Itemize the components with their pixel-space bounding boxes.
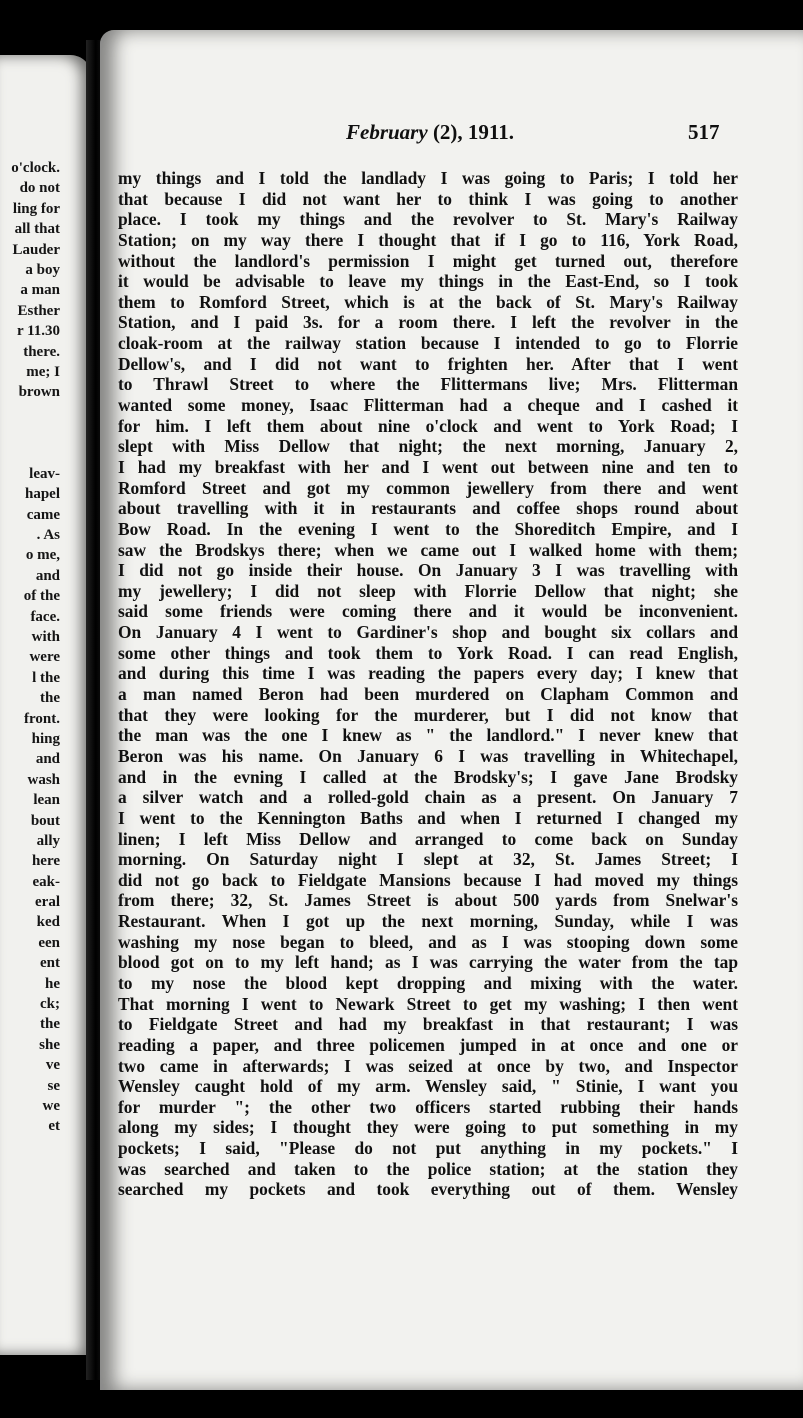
previous-page-line: hapel xyxy=(24,486,60,503)
previous-page-line: se xyxy=(47,1077,60,1094)
previous-page-line: me; I xyxy=(26,363,60,380)
previous-page-line: here xyxy=(31,853,60,870)
previous-page-line: . As xyxy=(36,527,60,544)
previous-page-line: ling for xyxy=(12,200,60,217)
text-line: Beron was his name. On January 6 I was travelling in Whitechapel, xyxy=(118,745,738,766)
text-line: a silver watch and a rolled-gold chain as a present. On January 7 xyxy=(118,787,738,808)
previous-page-line: ck; xyxy=(40,996,60,1013)
previous-page-line: he xyxy=(45,975,60,992)
text-line: linen; I left Miss Dellow and arranged to come back on Sunday xyxy=(118,828,738,849)
text-line: them to Romford Street, which is at the back of St. Mary's Railway xyxy=(118,291,738,312)
previous-page-line: o'clock. xyxy=(11,160,60,176)
previous-page-line: o me, xyxy=(25,547,60,564)
previous-page-line: of the xyxy=(23,588,60,605)
text-line: to Fieldgate Street and had my breakfast in that restaurant; I was xyxy=(118,1014,738,1035)
previous-page-line: hing xyxy=(31,730,60,747)
previous-page-line: wash xyxy=(27,771,60,788)
text-line: On January 4 I went to Gardiner's shop and bought six collars and xyxy=(118,622,738,643)
running-head-date: (2), 1911. xyxy=(427,120,515,144)
text-line: Station; on my way there I thought that if I go to 116, York Road, xyxy=(118,229,738,250)
text-line: said some friends were coming there and it would be inconvenient. xyxy=(118,601,738,622)
text-line: that because I did not want her to think I was going to another xyxy=(118,188,738,209)
previous-page-line: ally xyxy=(36,832,60,849)
previous-page-line: brown xyxy=(18,384,60,401)
text-line: to my nose the blood kept dropping and mixing with the water. xyxy=(118,972,738,993)
text-line: wanted some money, Isaac Flitterman had a cheque and I cashed it xyxy=(118,395,738,416)
text-line: from there; 32, St. James Street is about 500 yards from Snelwar's xyxy=(118,890,738,911)
text-line: two came in afterwards; I was seized at once by two, and Inspector xyxy=(118,1055,738,1076)
text-line: I did not go inside their house. On January 3 I was travelling with xyxy=(118,560,738,581)
text-line: to Thrawl Street to where the Flittermans live; Mrs. Flitterman xyxy=(118,374,738,395)
previous-page-line: and xyxy=(35,751,60,768)
previous-page-line: we xyxy=(42,1097,60,1114)
previous-page-line: ked xyxy=(36,914,60,931)
text-line: Romford Street and got my common jewellery from there and went xyxy=(118,477,738,498)
previous-page-line: front. xyxy=(24,710,60,727)
text-line: place. I took my things and the revolver to St. Mary's Railway xyxy=(118,209,738,230)
previous-page-line: eak- xyxy=(32,873,60,890)
previous-page-line: een xyxy=(38,934,60,951)
text-line: Dellow's, and I did not want to frighten her. After that I went xyxy=(118,353,738,374)
previous-page-line: bout xyxy=(30,812,60,829)
text-line: some other things and took them to York Road. I can read English, xyxy=(118,642,738,663)
text-line: my jewellery; I did not sleep with Florrie Dellow that night; she xyxy=(118,580,738,601)
text-line: pockets; I said, "Please do not put anything in my pockets." I xyxy=(118,1138,738,1159)
page-number: 517 xyxy=(688,120,720,144)
previous-page-line: Lauder xyxy=(12,241,60,258)
previous-page-line: the xyxy=(40,1016,60,1033)
previous-page-line: do not xyxy=(19,180,60,197)
previous-page-line: a boy xyxy=(25,261,60,278)
text-line: about travelling with it in restaurants and coffee shops round about xyxy=(118,498,738,519)
previous-page-text-fragments xyxy=(0,158,60,1137)
text-line: reading a paper, and three policemen jumped in at once and one or xyxy=(118,1034,738,1055)
previous-page-line: lean xyxy=(33,792,60,809)
text-line: for him. I left them about nine o'clock and went to York Road; I xyxy=(118,415,738,436)
text-line: Bow Road. In the evening I went to the Shoreditch Empire, and I xyxy=(118,518,738,539)
text-line: morning. On Saturday night I slept at 32, St. James Street; I xyxy=(118,849,738,870)
text-line: without the landlord's permission I might get turned out, therefore xyxy=(118,250,738,271)
running-head-month: February xyxy=(346,120,428,144)
text-line: Restaurant. When I got up the next morning, Sunday, while I was xyxy=(118,911,738,932)
previous-page-line: face. xyxy=(30,608,60,625)
previous-page-line xyxy=(0,443,60,463)
previous-page-line: there. xyxy=(23,343,60,360)
text-line: it would be advisable to leave my things in the East-End, so I took xyxy=(118,271,738,292)
text-line: for murder "; the other two officers started rubbing their hands xyxy=(118,1096,738,1117)
previous-page-line: with xyxy=(31,628,60,645)
text-line: Station, and I paid 3s. for a room there. I left the revolver in the xyxy=(118,312,738,333)
text-line: was searched and taken to the police station; at the station they xyxy=(118,1158,738,1179)
body-text xyxy=(118,168,738,1200)
previous-page-line: she xyxy=(39,1036,60,1053)
text-line: and during this time I was reading the papers every day; I knew that xyxy=(118,663,738,684)
text-line: that they were looking for the murderer, but I did not know that xyxy=(118,704,738,725)
text-line: washing my nose began to bleed, and as I was stooping down some xyxy=(118,931,738,952)
page-header xyxy=(100,120,803,150)
previous-page-line: a man xyxy=(20,282,60,299)
previous-page-line: et xyxy=(48,1118,60,1135)
previous-page-line: ent xyxy=(40,955,60,972)
previous-page-line: and xyxy=(35,567,60,584)
text-line: I had my breakfast with her and I went out between nine and ten to xyxy=(118,456,738,477)
text-line: cloak-room at the railway station because I intended to go to Florrie xyxy=(118,333,738,354)
previous-page-line xyxy=(0,403,60,423)
previous-page-line xyxy=(0,423,60,443)
text-line: the man was the one I knew as " the landlord." I never knew that xyxy=(118,725,738,746)
text-line: blood got on to my left hand; as I was carrying the water from the tap xyxy=(118,952,738,973)
text-line: did not go back to Fieldgate Mansions because I had moved my things xyxy=(118,869,738,890)
text-line: my things and I told the landlady I was going to Paris; I told her xyxy=(118,168,738,188)
text-line: slept with Miss Dellow that night; the next morning, January 2, xyxy=(118,436,738,457)
text-line: and in the evning I called at the Brodsky's; I gave Jane Brodsky xyxy=(118,766,738,787)
previous-page-line: were xyxy=(29,649,60,666)
text-line: saw the Brodskys there; when we came out I walked home with them; xyxy=(118,539,738,560)
text-line: Wensley caught hold of my arm. Wensley said, " Stinie, I want you xyxy=(118,1076,738,1097)
text-line: along my sides; I thought they were going to put something in my xyxy=(118,1117,738,1138)
previous-page-line: eral xyxy=(35,894,60,911)
text-line: That morning I went to Newark Street to get my washing; I then went xyxy=(118,993,738,1014)
previous-page-line: the xyxy=(40,690,60,707)
previous-page-line: all that xyxy=(14,221,60,238)
text-line: searched my pockets and took everything out of them. Wensley xyxy=(118,1179,738,1200)
previous-page-edge xyxy=(0,55,92,1355)
previous-page-line: Esther xyxy=(17,302,60,319)
text-line: a man named Beron had been murdered on Clapham Common and xyxy=(118,684,738,705)
previous-page-line: ve xyxy=(45,1057,60,1074)
previous-page-line: leav- xyxy=(29,465,60,482)
previous-page-line: came xyxy=(26,506,60,523)
text-line: I went to the Kennington Baths and when I returned I changed my xyxy=(118,807,738,828)
previous-page-line: l the xyxy=(32,669,60,686)
page-517 xyxy=(100,30,803,1390)
previous-page-line: r 11.30 xyxy=(16,323,60,340)
running-head xyxy=(346,120,514,145)
